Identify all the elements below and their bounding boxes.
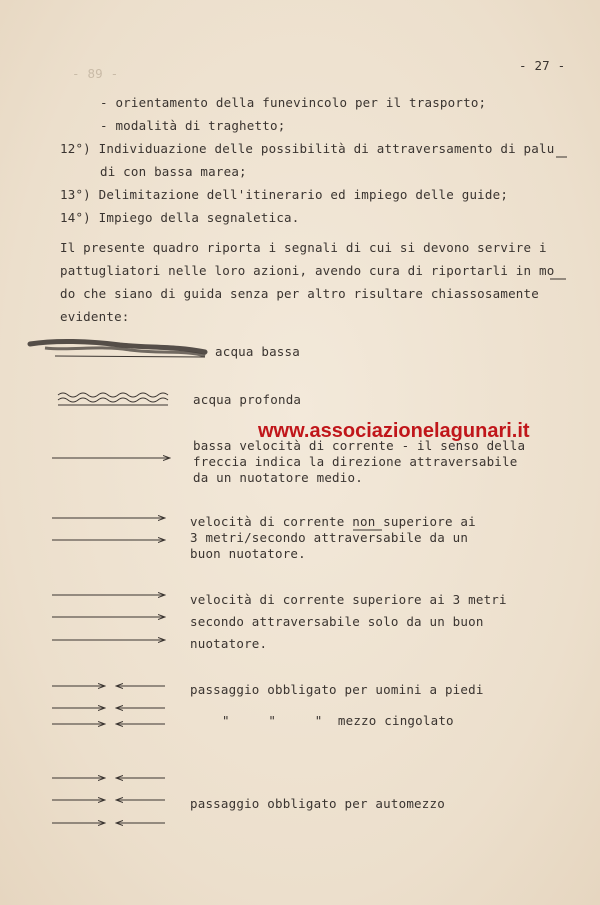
forced-passage-foot-text: passaggio obbligato per uomini a piedi <box>190 682 484 697</box>
list-line: 12°) Individuazione delle possibilità di attraversamento di palu <box>60 141 555 156</box>
paragraph-line: pattugliatori nelle loro azioni, avendo cura di riportarli in mo <box>60 263 555 278</box>
paragraph-line: do che siano di guida senza per altro risultare chiassosamente <box>60 286 539 301</box>
current-above-text: secondo attraversabile solo da un buon <box>190 614 484 629</box>
list-line: 13°) Delimitazione dell'itinerario ed impiego delle guide; <box>60 187 509 202</box>
arrow-current-not-above-icon <box>52 518 165 540</box>
forced-passage-tracked-icon <box>52 708 165 724</box>
current-above-text: nuotatore. <box>190 636 268 651</box>
website-watermark: www.associazionelagunari.it <box>258 420 530 442</box>
forced-passage-vehicle-text: passaggio obbligato per automezzo <box>190 796 445 811</box>
list-line: - modalità di traghetto; <box>100 118 286 133</box>
list-line: di con bassa marea; <box>100 164 247 179</box>
current-not-above-text: 3 metri/secondo attraversabile da un <box>190 530 469 545</box>
arrow-current-above-icon <box>52 595 165 640</box>
low-current-text: freccia indica la direzione attraversabile <box>193 454 518 469</box>
handwritten-underlines <box>353 157 567 530</box>
ghost-page-number: - 89 - <box>72 66 119 81</box>
low-current-text: bassa velocità di corrente - il senso della <box>193 438 526 453</box>
list-line: - orientamento della funevincolo per il trasporto; <box>100 95 487 110</box>
current-not-above-text: buon nuotatore. <box>190 546 306 561</box>
deep-water-symbol <box>58 393 168 405</box>
forced-passage-tracked-text: " " " mezzo cingolato <box>222 713 454 728</box>
page-number: - 27 - <box>519 58 566 73</box>
current-not-above-text: velocità di corrente non superiore ai <box>190 514 476 529</box>
low-current-text: da un nuotatore medio. <box>193 470 363 485</box>
list-line: 14°) Impiego della segnaletica. <box>60 210 300 225</box>
forced-passage-vehicle-icon <box>52 778 165 823</box>
deep-water-label: acqua profonda <box>193 392 302 407</box>
shallow-water-symbol <box>30 341 205 357</box>
paragraph-line: evidente: <box>60 309 130 324</box>
paragraph-line: Il presente quadro riporta i segnali di cui si devono servire i <box>60 240 547 255</box>
shallow-water-label: acqua bassa <box>215 344 300 359</box>
current-above-text: velocità di corrente superiore ai 3 metri <box>190 592 507 607</box>
